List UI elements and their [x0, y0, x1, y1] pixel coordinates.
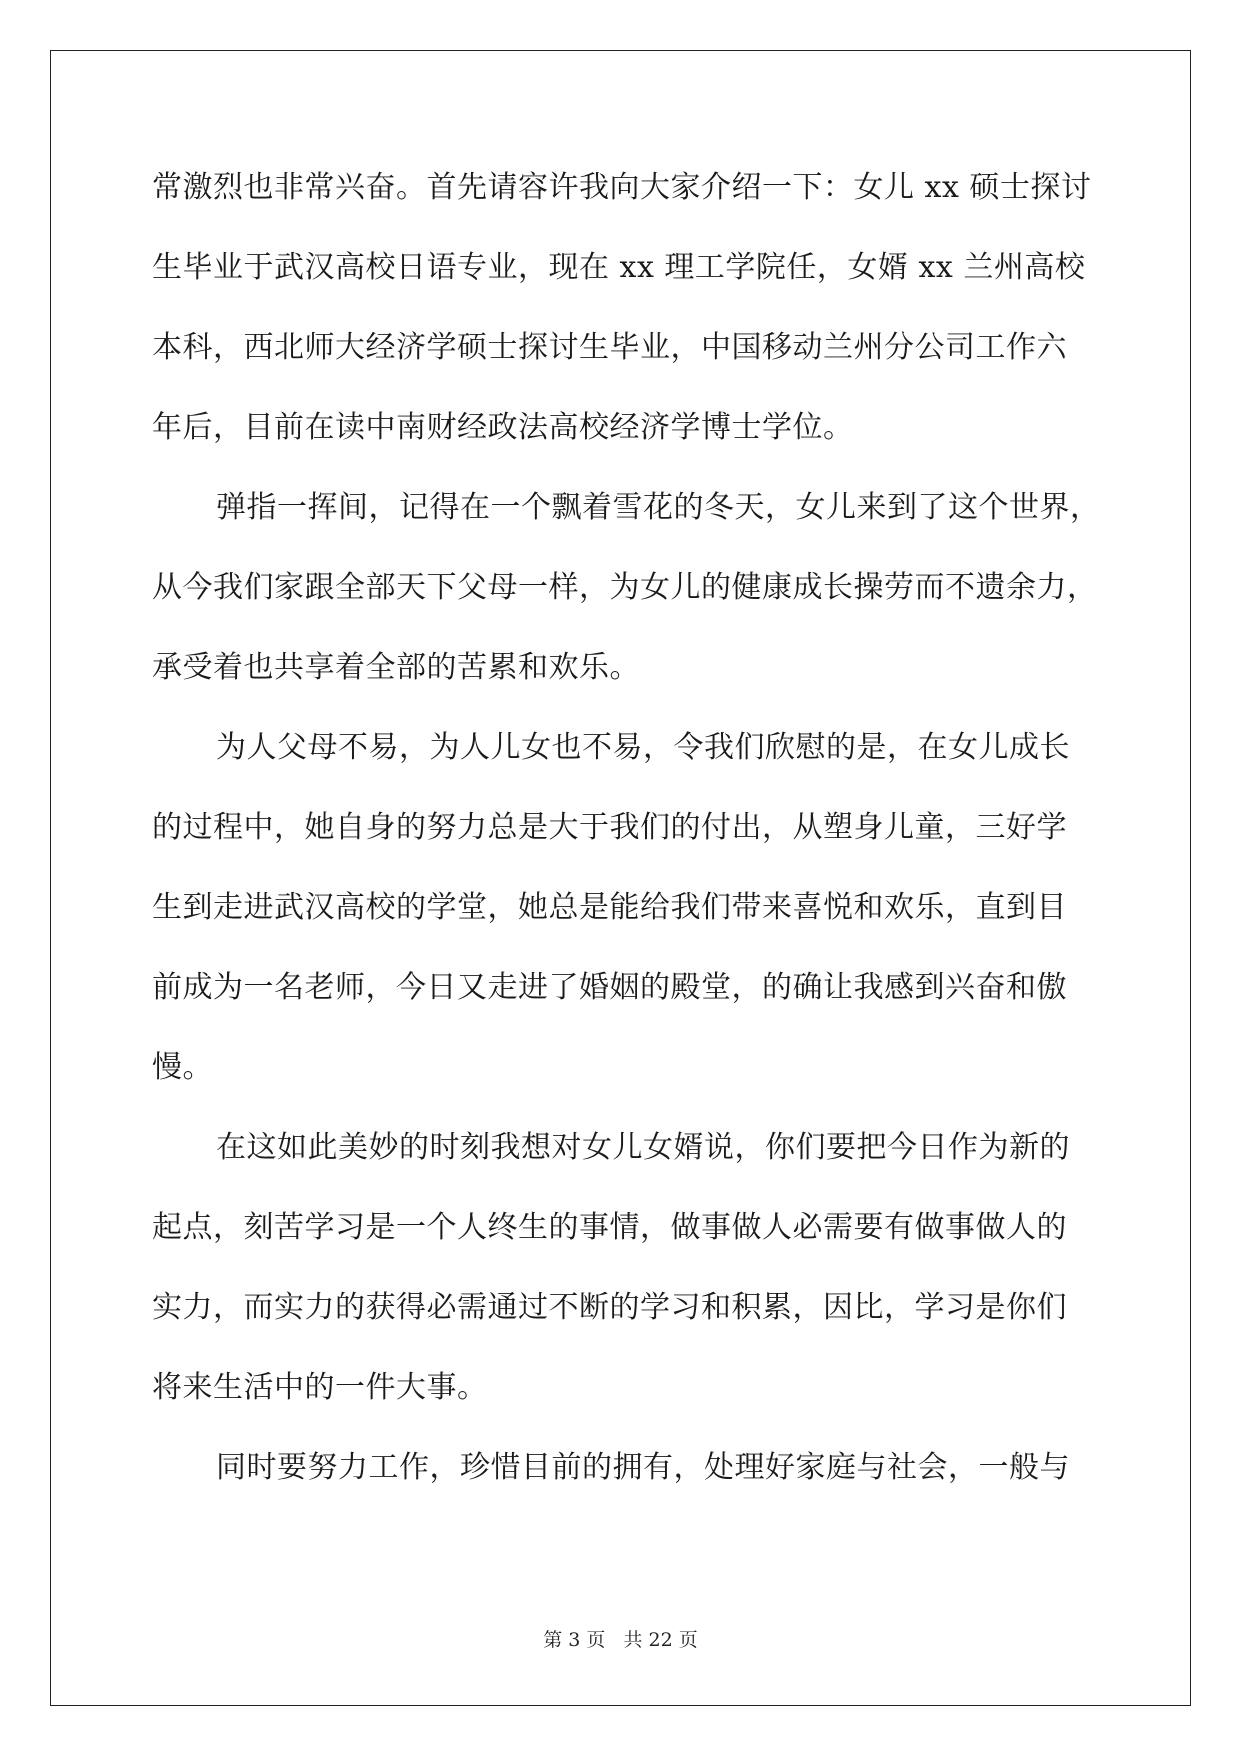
paragraph-first-line: 弹指一挥间，记得在一个飘着雪花的冬天，女儿来到了这个世界， — [216, 490, 1101, 525]
text-line: 生到走进武汉高校的学堂，她总是能给我们带来喜悦和欢乐，直到目 — [152, 890, 1067, 925]
text-line: 实力，而实力的获得必需通过不断的学习和积累，因比，学习是你们 — [152, 1290, 1067, 1325]
text-line: 年后，目前在读中南财经政法高校经济学博士学位。 — [152, 410, 854, 445]
text-line: 起点，刻苦学习是一个人终生的事情，做事做人必需要有做事做人的 — [152, 1210, 1067, 1245]
text-line: 的过程中，她自身的努力总是大于我们的付出，从塑身儿童，三好学 — [152, 810, 1067, 845]
text-line: 本科，西北师大经济学硕士探讨生毕业，中国移动兰州分公司工作六 — [152, 330, 1067, 365]
text-line: 慢。 — [152, 1050, 213, 1085]
page-number: 第 3 页 — [543, 1629, 606, 1651]
paragraph-first-line: 为人父母不易，为人儿女也不易，令我们欣慰的是，在女儿成长 — [216, 730, 1070, 765]
text-line: 承受着也共享着全部的苦累和欢乐。 — [152, 650, 640, 685]
text-line: 常激烈也非常兴奋。首先请容许我向大家介绍一下：女儿 xx 硕士探讨 — [152, 170, 1092, 205]
text-line: 将来生活中的一件大事。 — [152, 1370, 488, 1405]
text-line: 生毕业于武汉高校日语专业，现在 xx 理工学院任，女婿 xx 兰州高校 — [152, 250, 1086, 285]
paragraph-first-line: 在这如此美妙的时刻我想对女儿女婿说，你们要把今日作为新的 — [216, 1130, 1070, 1165]
page-footer — [0, 1628, 1241, 1652]
text-line: 从今我们家跟全部天下父母一样，为女儿的健康成长操劳而不遗余力， — [152, 570, 1098, 605]
paragraph-first-line: 同时要努力工作，珍惜目前的拥有，处理好家庭与社会，一般与 — [216, 1450, 1070, 1485]
text-line: 前成为一名老师，今日又走进了婚姻的殿堂，的确让我感到兴奋和傲 — [152, 970, 1067, 1005]
total-pages: 共 22 页 — [623, 1629, 698, 1651]
document-body — [152, 160, 1101, 1520]
